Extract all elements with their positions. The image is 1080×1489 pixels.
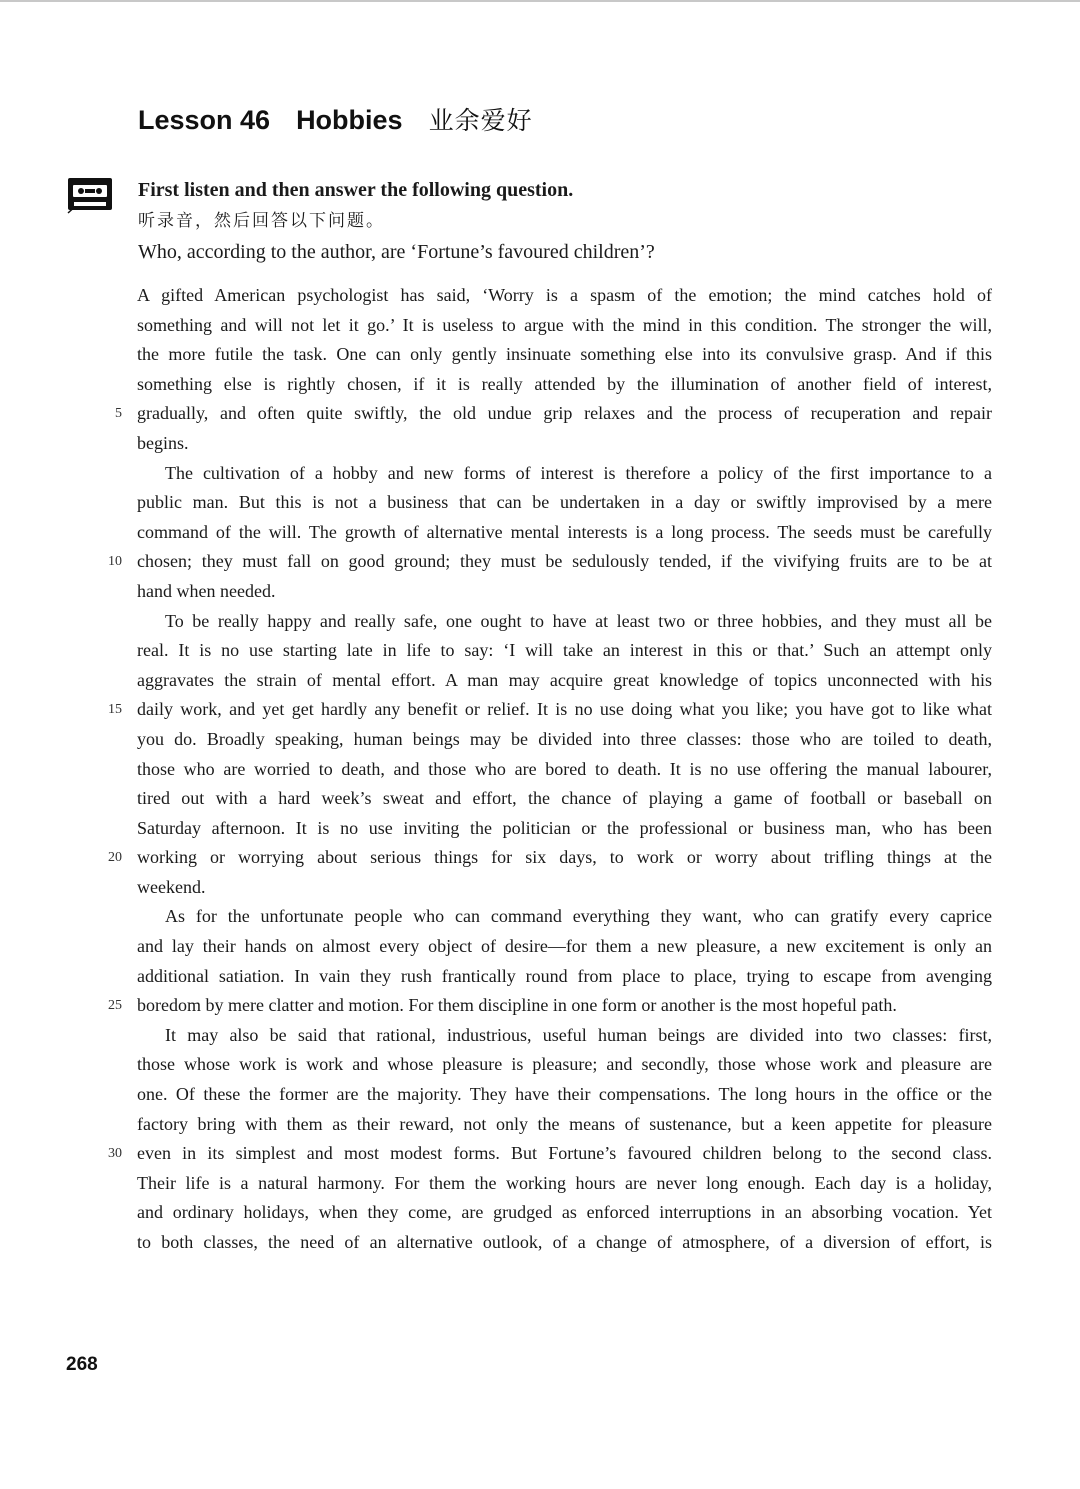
passage-line-13: real. It is no use starting late in life to say: ‘I will take an interest in this or that.’ Such an attempt only <box>137 640 992 661</box>
passage-line-11: hand when needed. <box>137 580 276 601</box>
passage-line-19: Saturday afternoon. It is no use inviting the politician or the professional or business man, who has been <box>137 817 992 838</box>
passage-line-6: begins. <box>137 432 189 453</box>
line-number-30: 30 <box>108 1146 122 1161</box>
lesson-title-zh: 业余爱好 <box>428 106 533 135</box>
passage-line-2: something and will not let it go.’ It is useless to argue with the mind in this condition. The stronger the will, <box>137 314 992 335</box>
passage-line-5: gradually, and often quite swiftly, the old undue grip relaxes and the process of recuperation and repair <box>137 403 992 424</box>
passage-line-28: one. Of these the former are the majority. They have their compensations. The long hours in the office or the <box>137 1084 992 1105</box>
passage-line-20: working or worrying about serious things for six days, to work or worry about trifling things at the <box>137 847 992 868</box>
passage-line-32: and ordinary holidays, when they come, are grudged as enforced interruptions in an absorbing vocation. Yet <box>137 1202 992 1223</box>
passage-line-16: you do. Broadly speaking, human beings may be divided into three classes: those who are toiled to death, <box>137 728 992 749</box>
question-heading: First listen and then answer the following question. <box>138 179 574 201</box>
passage-line-3: the more futile the task. One can only gently insinuate something else into its convulsive grasp. And if this <box>137 344 992 365</box>
passage-line-4: something else is rightly chosen, if it is really attended by the illumination of another field of interest, <box>137 373 992 394</box>
passage-line-29: factory bring with them as their reward, not only the means of sustenance, but a keen appetite for pleasure <box>137 1113 992 1134</box>
passage-line-31: Their life is a natural harmony. For them the working hours are never long enough. Each day is a holiday, <box>137 1172 992 1193</box>
top-border <box>0 0 1080 2</box>
line-number-15: 15 <box>108 702 122 717</box>
cassette-tape-icon <box>66 176 114 214</box>
line-number-5: 5 <box>115 406 122 421</box>
passage-line-33: to both classes, the need of an alternative outlook, of a change of atmosphere, of a diversion of effort, is <box>137 1232 992 1252</box>
question-heading-zh: 听录音，然后回答以下问题。 <box>138 211 385 231</box>
passage-line-21: weekend. <box>137 876 206 897</box>
passage-line-8: public man. But this is not a business that can be undertaken in a day or swiftly improvised by a mere <box>137 492 992 513</box>
passage <box>137 281 992 1258</box>
passage-line-1: A gifted American psychologist has said, ‘Worry is a spasm of the emotion; the mind catches hold of <box>137 285 992 305</box>
lesson-number: Lesson 46 <box>138 105 271 135</box>
passage-line-17: those who are worried to death, and those who are bored to death. It is no use offering the manual labourer, <box>137 758 992 779</box>
passage-line-22: As for the unfortunate people who can command everything they want, who can gratify every caprice <box>165 906 992 927</box>
passage-line-25: boredom by mere clatter and motion. For them discipline in one form or another is the most hopeful path. <box>137 995 897 1016</box>
line-number-20: 20 <box>108 850 122 865</box>
page-number: 268 <box>66 1354 98 1375</box>
passage-line-12: To be really happy and really safe, one ought to have at least two or three hobbies, and they must all be <box>165 610 992 631</box>
passage-line-24: additional satiation. In vain they rush frantically round from place to place, trying to escape from avenging <box>137 965 992 986</box>
passage-line-9: command of the will. The growth of alternative mental interests is a long process. The seeds must be carefully <box>137 521 992 542</box>
line-number-25: 25 <box>108 998 122 1013</box>
passage-line-15: daily work, and yet get hardly any benefit or relief. It is no use doing what you like; you have got to like what <box>137 699 992 720</box>
question-text: Who, according to the author, are ‘Fortune’s favoured children’? <box>138 241 655 263</box>
lesson-title <box>138 98 559 142</box>
passage-line-30: even in its simplest and most modest forms. But Fortune’s favoured children belong to the second class. <box>137 1143 992 1164</box>
passage-line-10: chosen; they must fall on good ground; they must be sedulously tended, if the vivifying fruits are to be at <box>137 551 992 572</box>
passage-line-14: aggravates the strain of mental effort. A man may acquire great knowledge of topics unconnected with his <box>137 669 992 690</box>
lesson-title-en: Hobbies <box>296 105 403 135</box>
line-number-10: 10 <box>108 554 122 569</box>
passage-line-7: The cultivation of a hobby and new forms of interest is therefore a policy of the first importance to a <box>165 462 992 483</box>
passage-line-18: tired out with a hard week’s sweat and effort, the chance of playing a game of football or baseball on <box>137 788 992 809</box>
question-block <box>138 174 1008 268</box>
passage-line-27: those whose work is work and whose pleasure is pleasure; and secondly, those whose work and pleasure are <box>137 1054 992 1075</box>
passage-line-26: It may also be said that rational, industrious, useful human beings are divided into two classes: first, <box>165 1024 992 1045</box>
passage-line-23: and lay their hands on almost every object of desire—for them a new pleasure, a new excitement is only an <box>137 936 992 957</box>
